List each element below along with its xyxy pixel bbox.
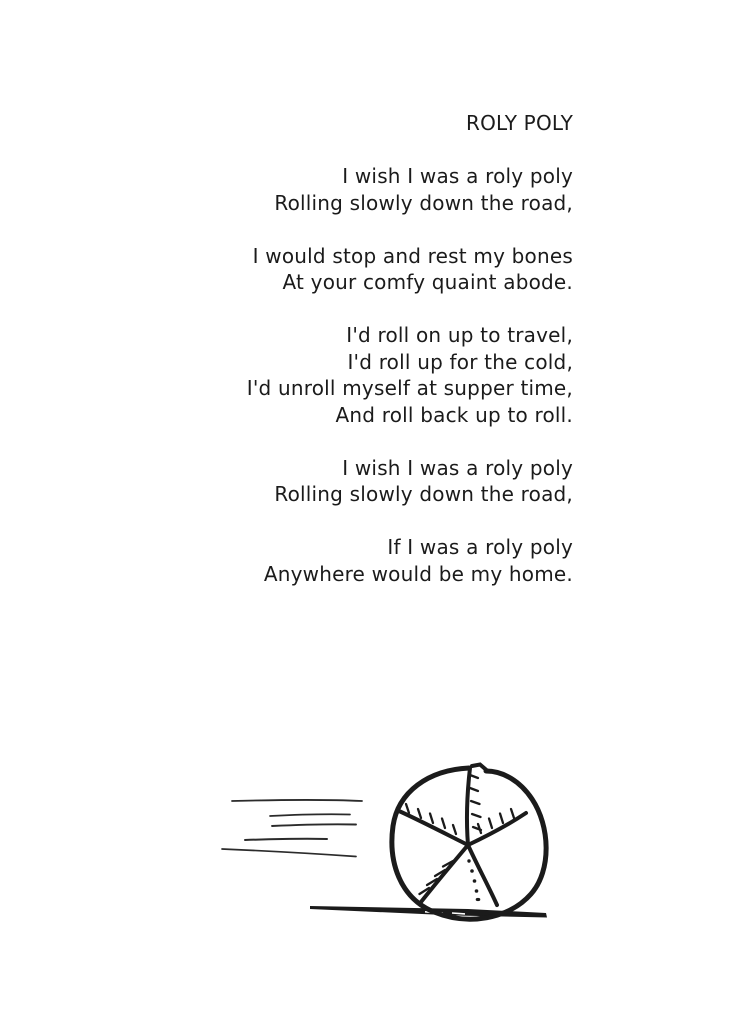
- ball-stitches-icon: [406, 775, 514, 894]
- stanza-2: [0, 243, 573, 296]
- stanza-5: [0, 534, 573, 587]
- poem-line: Rolling slowly down the road,: [274, 482, 573, 506]
- stanza-1: [0, 163, 573, 216]
- poem-line: I'd roll up for the cold,: [347, 349, 573, 374]
- ground-line-icon: [310, 906, 547, 918]
- poem-line: I'd unroll myself at supper time,: [246, 376, 573, 400]
- stanza-4: [0, 455, 573, 508]
- poem-title: ROLY POLY: [465, 111, 573, 135]
- poem-line: I would stop and rest my bones: [252, 243, 573, 268]
- poem-line: And roll back up to roll.: [335, 402, 573, 427]
- poem-line: Rolling slowly down the road,: [274, 190, 573, 215]
- poem-line: I'd roll on up to travel,: [346, 323, 573, 347]
- poem-line: If I was a roly poly: [387, 535, 573, 559]
- ball-outline-icon: [392, 765, 546, 920]
- motion-lines-icon: [222, 800, 362, 857]
- ball-seams-icon: [399, 768, 526, 905]
- poem-line: At your comfy quaint abode.: [282, 270, 573, 294]
- ball-dotted-seam-icon: [467, 859, 480, 901]
- poem-line: I wish I was a roly poly: [342, 455, 573, 480]
- poem-line: I wish I was a roly poly: [342, 164, 573, 188]
- poem-line: Anywhere would be my home.: [263, 561, 573, 586]
- stanza-3: [0, 322, 573, 428]
